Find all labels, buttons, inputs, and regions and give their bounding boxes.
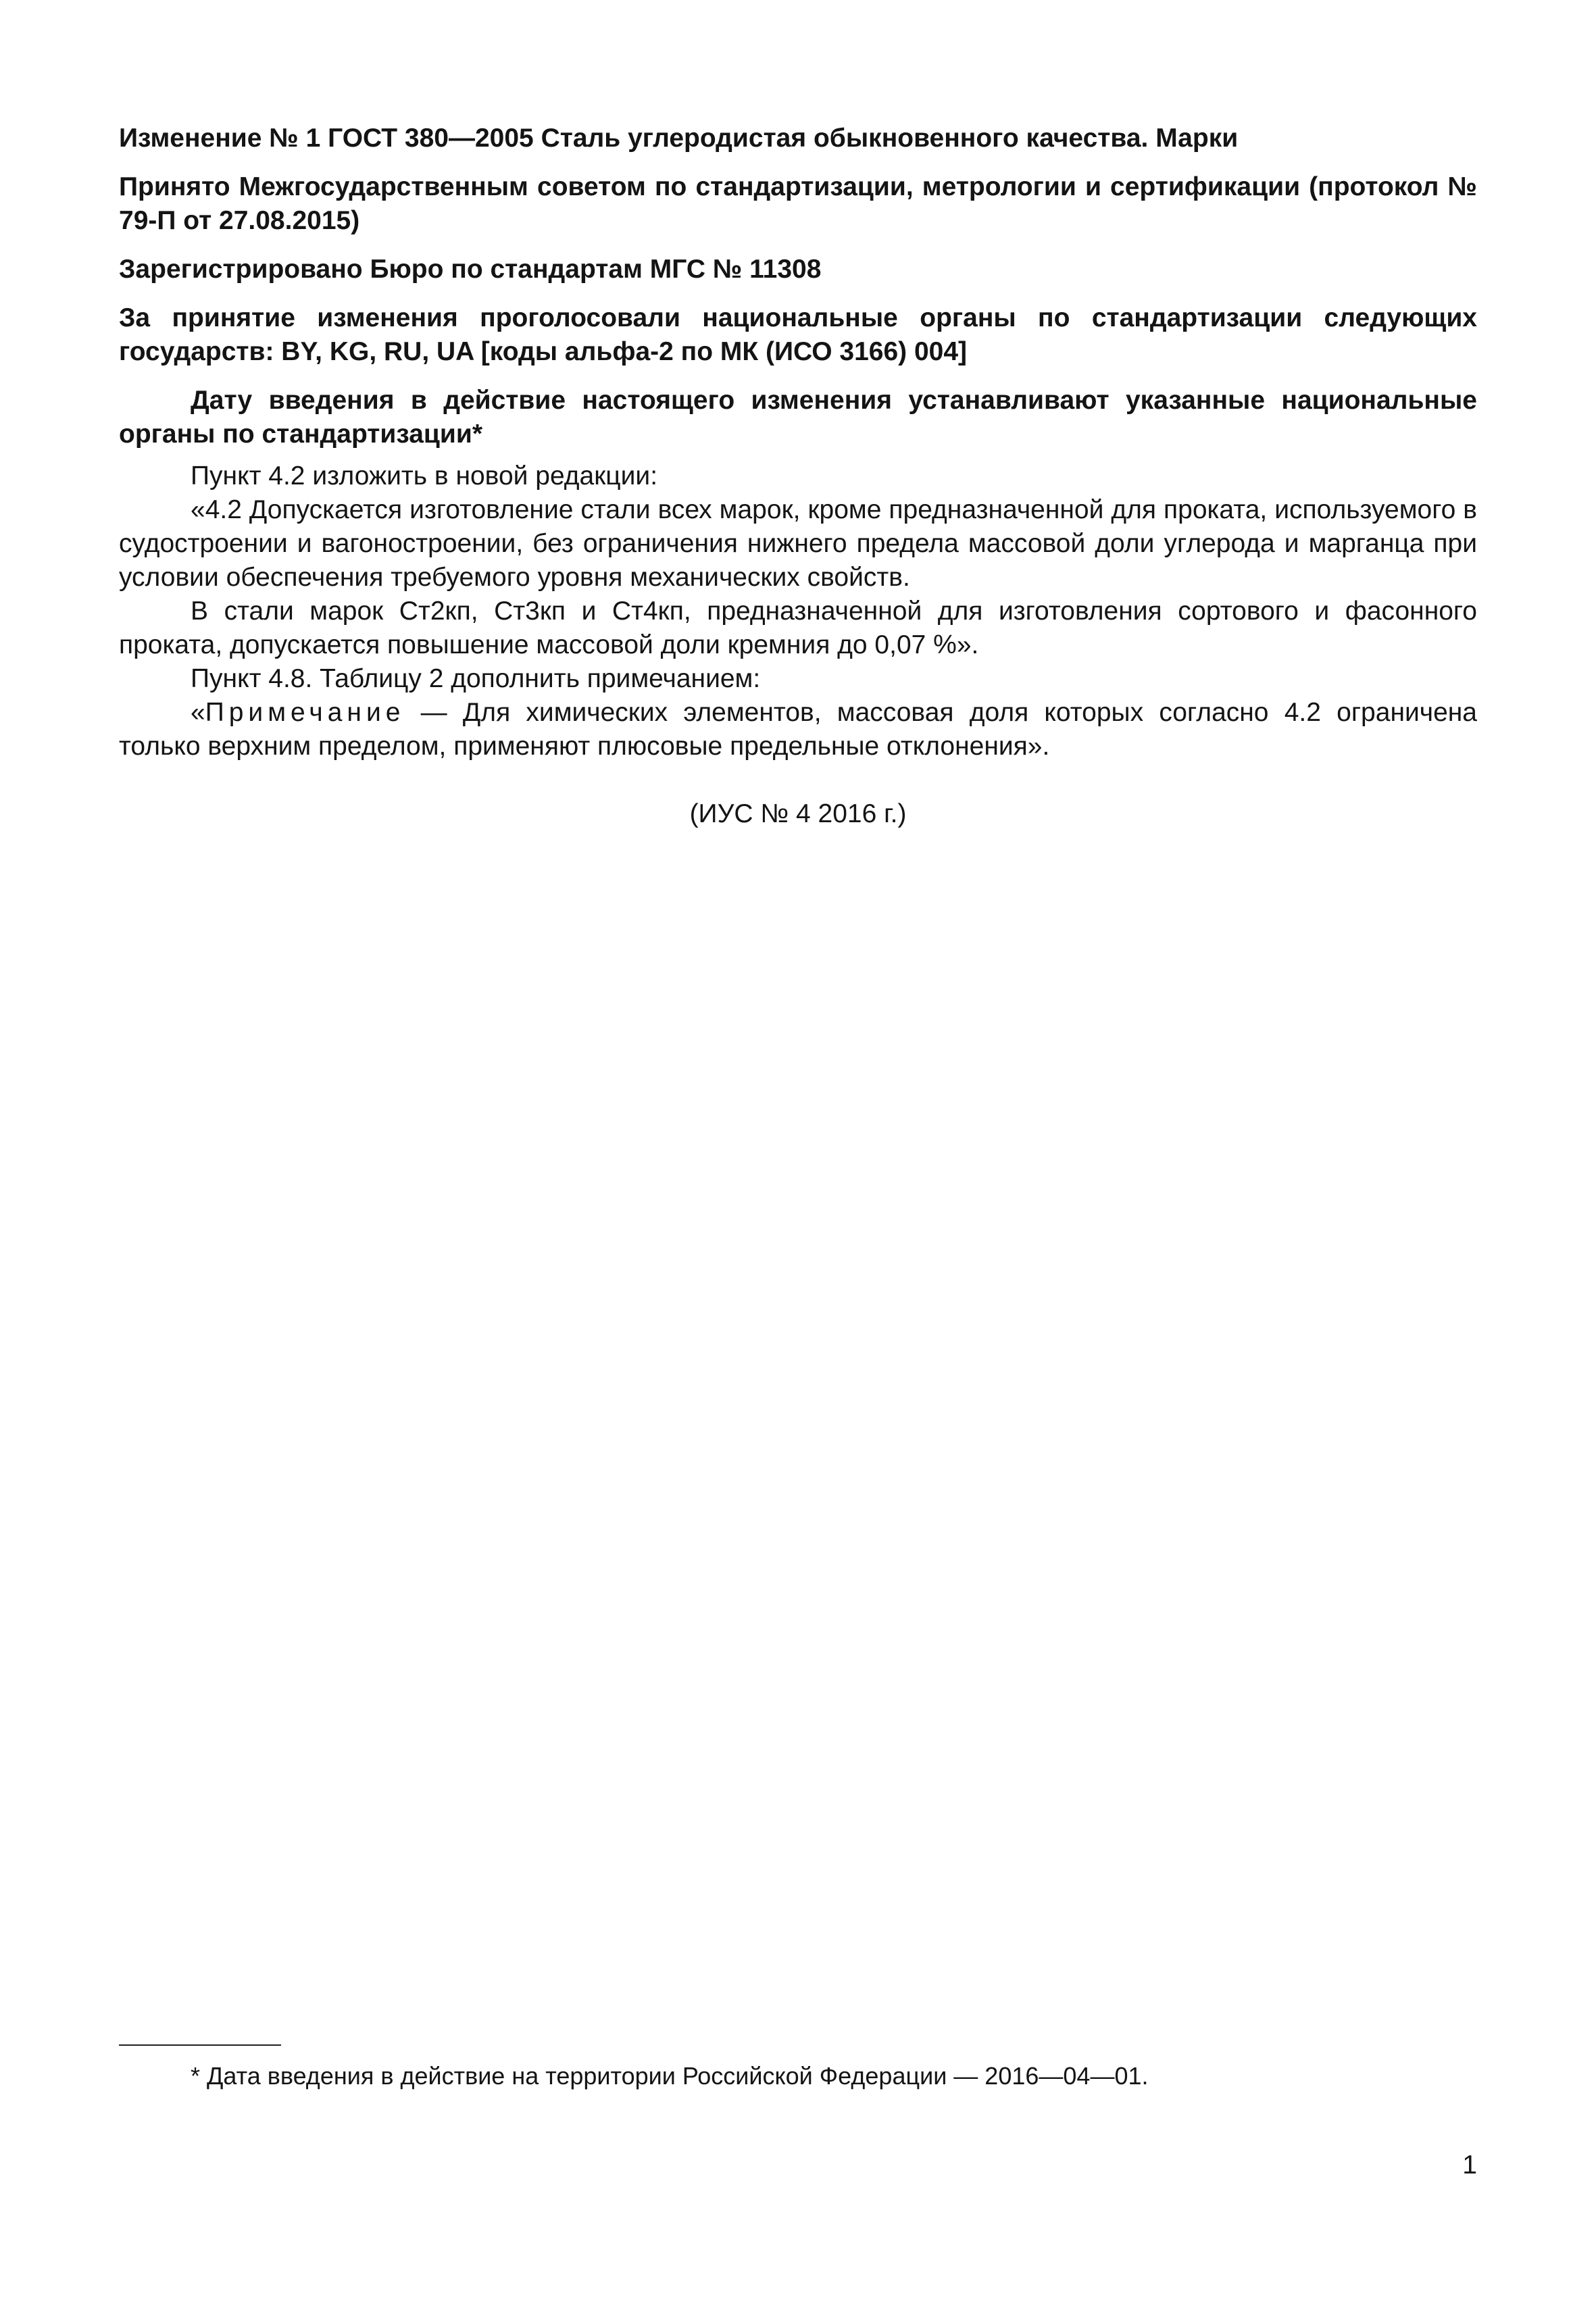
footnote: * Дата введения в действие на территории Российской Федерации — 2016—04—01. [191, 2062, 1149, 2090]
voting-statement: За принятие изменения проголосовали национальные органы по стандартизации следующих государств: BY, KG, RU, UA [коды альфа-2 по МК (ИСО 3166) 004] [119, 303, 1477, 366]
amendment-header [119, 122, 1477, 466]
body-paragraph-4: Пункт 4.8. Таблицу 2 дополнить примечанием: [191, 664, 761, 693]
body-paragraph-3: В стали марок Ст2кп, Ст3кп и Ст4кп, предназначенной для изготовления сортового и фасонного проката, допускается повышение массовой доли кремния до 0,07 %». [119, 597, 1477, 659]
note-label: Примечание [205, 698, 405, 727]
amendment-body [119, 459, 1477, 763]
ius-reference: (ИУС № 4 2016 г.) [689, 799, 907, 828]
page-number: 1 [1462, 2150, 1477, 2180]
adoption-statement: Принято Межгосударственным советом по стандартизации, метрологии и сертификации (протокол № 79-П от 27.08.2015) [119, 172, 1477, 235]
footnote-divider [119, 2044, 281, 2046]
effective-date-statement: Дату введения в действие настоящего изменения устанавливают указанные национальные органы по стандартизации* [119, 386, 1477, 449]
body-paragraph-1: Пункт 4.2 изложить в новой редакции: [191, 461, 658, 491]
body-note-paragraph [119, 696, 1477, 763]
body-paragraph-2: «4.2 Допускается изготовление стали всех марок, кроме предназначенной для проката, используемого в судостроении и вагоностроении, без ограничения нижнего предела массовой доли углерода и марганца при условии обеспечения требуемого уровня механических свойств. [119, 495, 1477, 592]
registration-statement: Зарегистрировано Бюро по стандартам МГС № 11308 [119, 255, 822, 284]
note-text: — Для химических элементов, массовая доля которых согласно 4.2 ограничена только верхним пределом, применяют плюсовые предельные отклонения». [119, 698, 1477, 761]
amendment-title: Изменение № 1 ГОСТ 380—2005 Сталь углеродистая обыкновенного качества. Марки [119, 124, 1239, 153]
note-open-quote: « [191, 698, 205, 727]
